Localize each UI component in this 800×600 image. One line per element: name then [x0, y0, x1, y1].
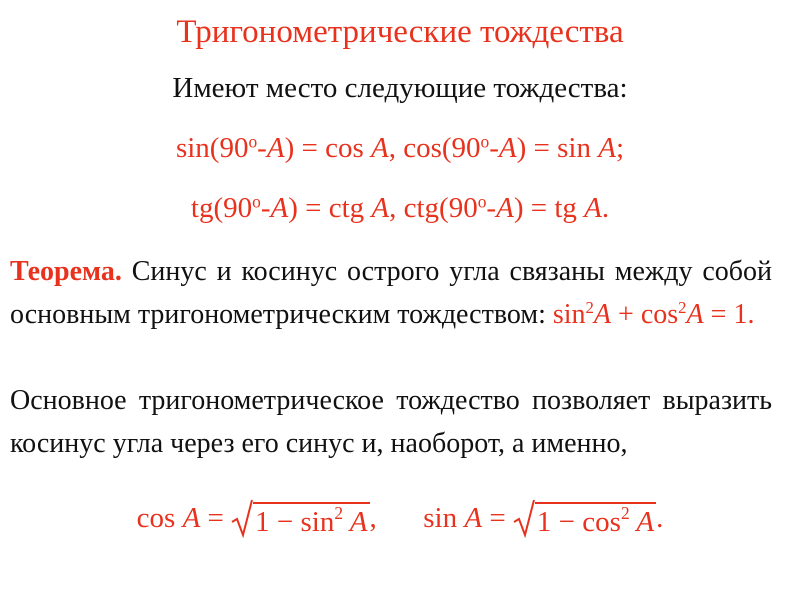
sqrt-symbol: $1 - \cos^2 A$: [513, 502, 656, 539]
slide-title: Тригонометрические тождества: [176, 14, 624, 50]
sqrt-symbol: $1 - \sin^2 A$: [231, 502, 369, 539]
theorem-text: Синус и косинус острого угла связаны между собой основным тригонометрическим тождеством:: [10, 256, 772, 330]
cos-formula: cos A = $1 - \sin^2 A$,: [137, 502, 377, 539]
pythagorean-identity: $\sin^2A + \cos^2A = 1$.: [552, 297, 755, 330]
explanation-paragraph: Основное тригонометрическое тождество позволяет выразить косинус угла через его синус и, наоборот, а именно,: [10, 385, 772, 459]
intro-text: Имеют место следующие тождества:: [172, 72, 628, 104]
theorem-label: Теорема.: [10, 256, 122, 287]
identity-tg-ctg: $tg(90^о-A)$ = ctg A, $ctg(90^о-A)$ = tg A.: [190, 191, 610, 224]
sin-formula: sin A = $1 - \cos^2 A$.: [423, 502, 663, 539]
theorem-paragraph: [10, 250, 772, 336]
formula-line: [0, 502, 800, 539]
identity-sin-cos: $\sin(90^о-A) = \cos A$, $\cos(90^о-A) = \sin A$;: [175, 131, 625, 164]
